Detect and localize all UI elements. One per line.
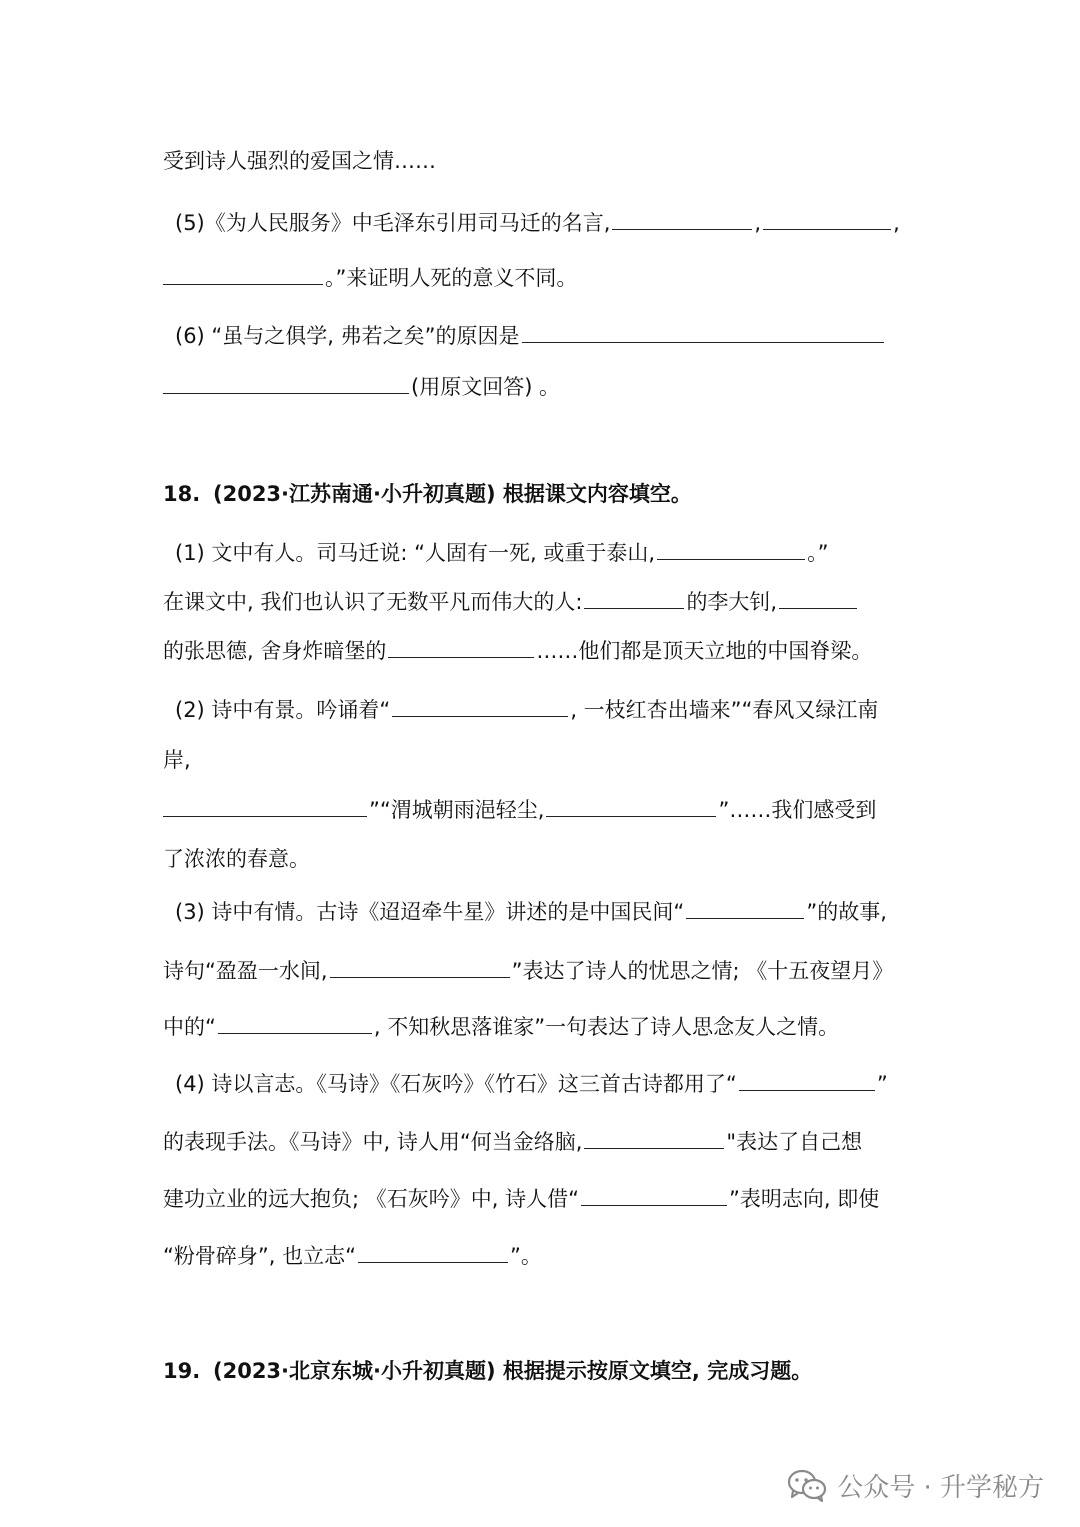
text: 中的“ — [163, 1015, 216, 1039]
answer-blank[interactable] — [686, 896, 804, 919]
text: (3) 诗中有情。古诗《迢迢牵牛星》讲述的是中国民间“ — [175, 900, 685, 924]
text: 了浓浓的春意。 — [163, 847, 310, 871]
answer-blank[interactable] — [330, 955, 510, 978]
q18-part-4-line-3 — [163, 1183, 923, 1214]
answer-blank[interactable] — [358, 1240, 508, 1263]
text: 在课文中, 我们也认识了无数平凡而伟大的人: — [163, 590, 583, 614]
q18-part-4-line-2 — [163, 1126, 923, 1157]
wechat-icon — [787, 1469, 827, 1503]
answer-blank[interactable] — [612, 207, 752, 230]
q18-part-3-line-2 — [163, 955, 923, 986]
text: 的张思德, 舍身炸暗堡的 — [163, 639, 387, 663]
question-number: 18. — [163, 482, 201, 506]
text: 受到诗人强烈的爱国之情…… — [163, 149, 436, 173]
q18-part-1-line-2 — [163, 586, 923, 617]
answer-blank[interactable] — [546, 794, 716, 817]
answer-blank[interactable] — [163, 371, 409, 394]
answer-blank[interactable] — [763, 207, 891, 230]
item-6-line-2 — [163, 371, 923, 402]
text: ”……我们感受到 — [718, 798, 877, 822]
text: (1) 文中有人。司马迁说: “人固有一死, 或重于泰山, — [175, 541, 656, 565]
text: (6) “虽与之俱学, 弗若之矣”的原因是 — [175, 324, 520, 348]
watermark — [787, 1467, 1044, 1504]
text: “粉骨碎身”, 也立志“ — [163, 1244, 356, 1268]
text: 。” — [807, 541, 829, 565]
text: , — [754, 211, 762, 235]
q18-part-4-line-4 — [163, 1240, 923, 1271]
item-5-line-1 — [175, 207, 935, 238]
text: 诗句“盈盈一水间, — [163, 959, 328, 983]
text: (5)《为人民服务》中毛泽东引用司马迁的名言, — [175, 211, 611, 235]
question-title: (2023·北京东城·小升初真题) 根据提示按原文填空, 完成习题。 — [213, 1359, 813, 1383]
question-18-heading — [163, 479, 923, 509]
answer-blank[interactable] — [163, 262, 323, 285]
answer-blank[interactable] — [218, 1011, 372, 1034]
text: , 一枝红杏出墙来”“春风又绿江南 — [570, 698, 879, 722]
text: 的表现手法。《马诗》中, 诗人用“何当金络脑, — [163, 1130, 583, 1154]
text: , — [893, 211, 900, 235]
text: (4) 诗以言志。《马诗》《石灰吟》《竹石》这三首古诗都用了“ — [175, 1072, 737, 1096]
text: ”表明志向, 即使 — [728, 1187, 880, 1211]
item-5-line-2 — [163, 262, 923, 293]
answer-blank[interactable] — [657, 537, 805, 560]
text: ”的故事, — [806, 900, 887, 924]
answer-blank[interactable] — [581, 1183, 727, 1206]
answer-blank[interactable] — [163, 794, 367, 817]
text: ”。 — [510, 1244, 542, 1268]
text: (用原文回答) 。 — [411, 375, 561, 399]
q18-part-4-line-1 — [175, 1068, 935, 1099]
answer-blank[interactable] — [522, 320, 884, 343]
question-number: 19. — [163, 1359, 201, 1383]
watermark-label: 公众号 · 升学秘方 — [837, 1473, 1044, 1503]
answer-blank[interactable] — [388, 635, 534, 658]
q18-part-1-line-3 — [163, 635, 923, 666]
answer-blank[interactable] — [584, 586, 684, 609]
question-19-heading — [163, 1356, 923, 1386]
text: 的李大钊, — [686, 590, 778, 614]
q18-part-2-line-1 — [175, 694, 935, 725]
text: 。”来证明人死的意义不同。 — [325, 266, 578, 290]
text: ”表达了诗人的忧思之情; 《十五夜望月》 — [511, 959, 894, 983]
text: 建功立业的远大抱负; 《石灰吟》中, 诗人借“ — [163, 1187, 579, 1211]
text: ” — [876, 1072, 888, 1096]
text: 岸, — [163, 748, 191, 772]
text: , 不知秋思落谁家”一句表达了诗人思念友人之情。 — [373, 1015, 840, 1039]
text: ……他们都是顶天立地的中国脊梁。 — [536, 639, 873, 663]
answer-blank[interactable] — [392, 694, 568, 717]
text: (2) 诗中有景。吟诵着“ — [175, 698, 391, 722]
q18-part-2-line-4 — [163, 844, 923, 874]
text: ”“渭城朝雨浥轻尘, — [369, 798, 545, 822]
text: "表达了自己想 — [726, 1130, 863, 1154]
item-6-line-1 — [175, 320, 935, 351]
answer-blank[interactable] — [584, 1126, 724, 1149]
answer-blank[interactable] — [779, 586, 857, 609]
q18-part-3-line-3 — [163, 1011, 923, 1042]
answer-blank[interactable] — [739, 1068, 875, 1091]
question-title: (2023·江苏南通·小升初真题) 根据课文内容填空。 — [213, 482, 692, 506]
text-line — [163, 146, 923, 176]
q18-part-3-line-1 — [175, 896, 935, 927]
q18-part-2-line-2 — [163, 745, 923, 775]
q18-part-2-line-3 — [163, 794, 923, 825]
q18-part-1-line-1 — [175, 537, 935, 568]
